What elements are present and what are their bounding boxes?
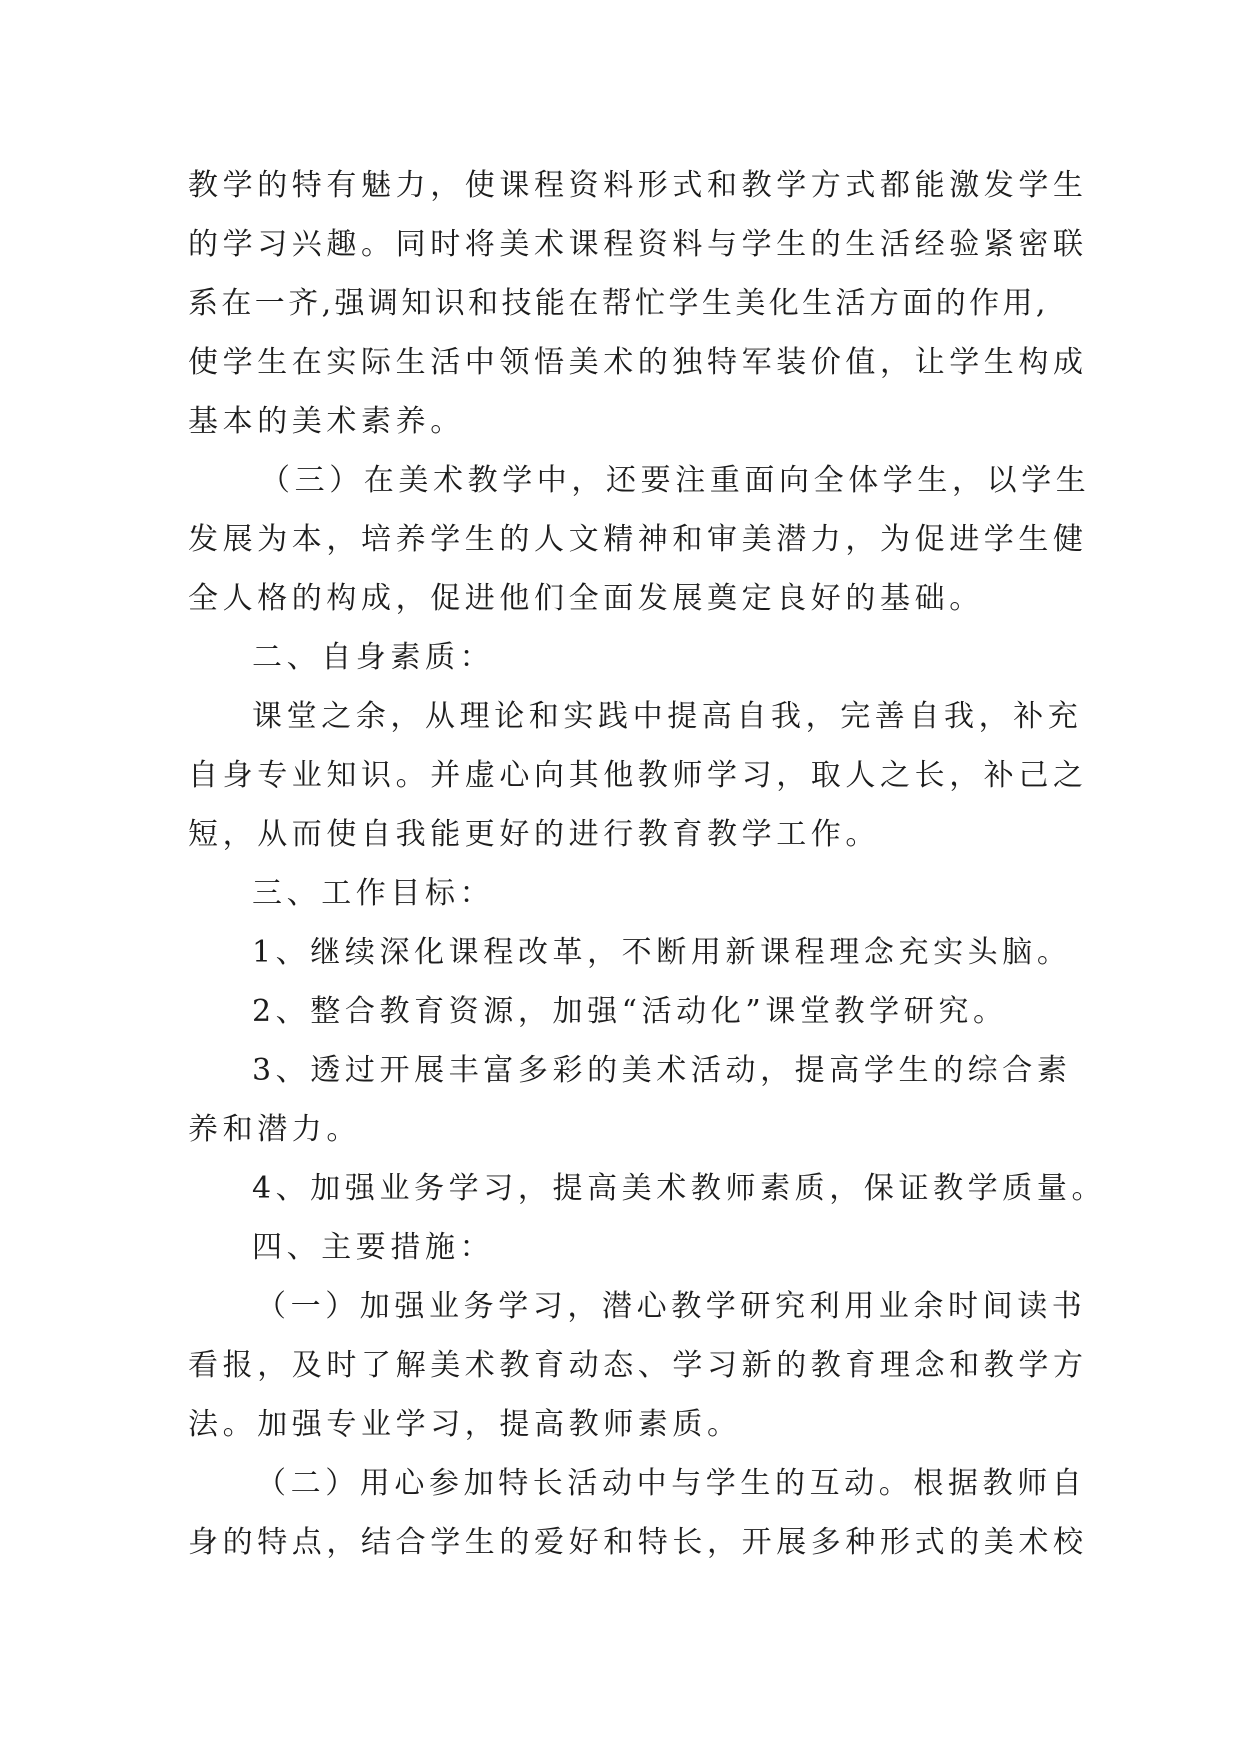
text-line: 养和潜力。 (188, 1112, 361, 1147)
text-line: 教学的特有魅力，使课程资料形式和教学方式都能激发学生 (188, 168, 1088, 203)
section-heading: 三、工作目标： (252, 876, 495, 911)
text-line: 短，从而使自我能更好的进行教育教学工作。 (188, 817, 880, 852)
text-line: 的学习兴趣。同时将美术课程资料与学生的生活经验紧密联 (188, 227, 1088, 262)
text-line: （三）在美术教学中，还要注重面向全体学生，以学生 (260, 463, 1091, 498)
list-item: 1、继续深化课程改革，不断用新课程理念充实头脑。 (252, 935, 1072, 970)
list-item: 4、加强业务学习，提高美术教师素质，保证教学质量。 (252, 1171, 1107, 1206)
text-line: 系在一齐,强调知识和技能在帮忙学生美化生活方面的作用, (188, 286, 1049, 321)
text-line: （一）加强业务学习，潜心教学研究利用业余时间读书 (256, 1289, 1087, 1324)
section-heading: 二、自身素质： (252, 640, 495, 675)
text-line: 法。加强专业学习，提高教师素质。 (188, 1407, 742, 1442)
section-heading: 四、主要措施： (252, 1230, 495, 1265)
text-line: 基本的美术素养。 (188, 404, 465, 439)
list-item: 3、透过开展丰富多彩的美术活动，提高学生的综合素 (252, 1053, 1072, 1088)
text-line: 使学生在实际生活中领悟美术的独特军装价值，让学生构成 (188, 345, 1088, 380)
text-line: 课堂之余，从理论和实践中提高自我，完善自我，补充 (252, 699, 1083, 734)
text-line: 身的特点，结合学生的爱好和特长，开展多种形式的美术校 (188, 1525, 1088, 1560)
list-item: 2、整合教育资源，加强“活动化”课堂教学研究。 (252, 994, 1008, 1029)
text-line: （二）用心参加特长活动中与学生的互动。根据教师自 (256, 1466, 1087, 1501)
text-line: 全人格的构成，促进他们全面发展奠定良好的基础。 (188, 581, 984, 616)
text-line: 看报，及时了解美术教育动态、学习新的教育理念和教学方 (188, 1348, 1088, 1383)
text-line: 发展为本，培养学生的人文精神和审美潜力，为促进学生健 (188, 522, 1088, 557)
text-line: 自身专业知识。并虚心向其他教师学习，取人之长，补己之 (188, 758, 1088, 793)
